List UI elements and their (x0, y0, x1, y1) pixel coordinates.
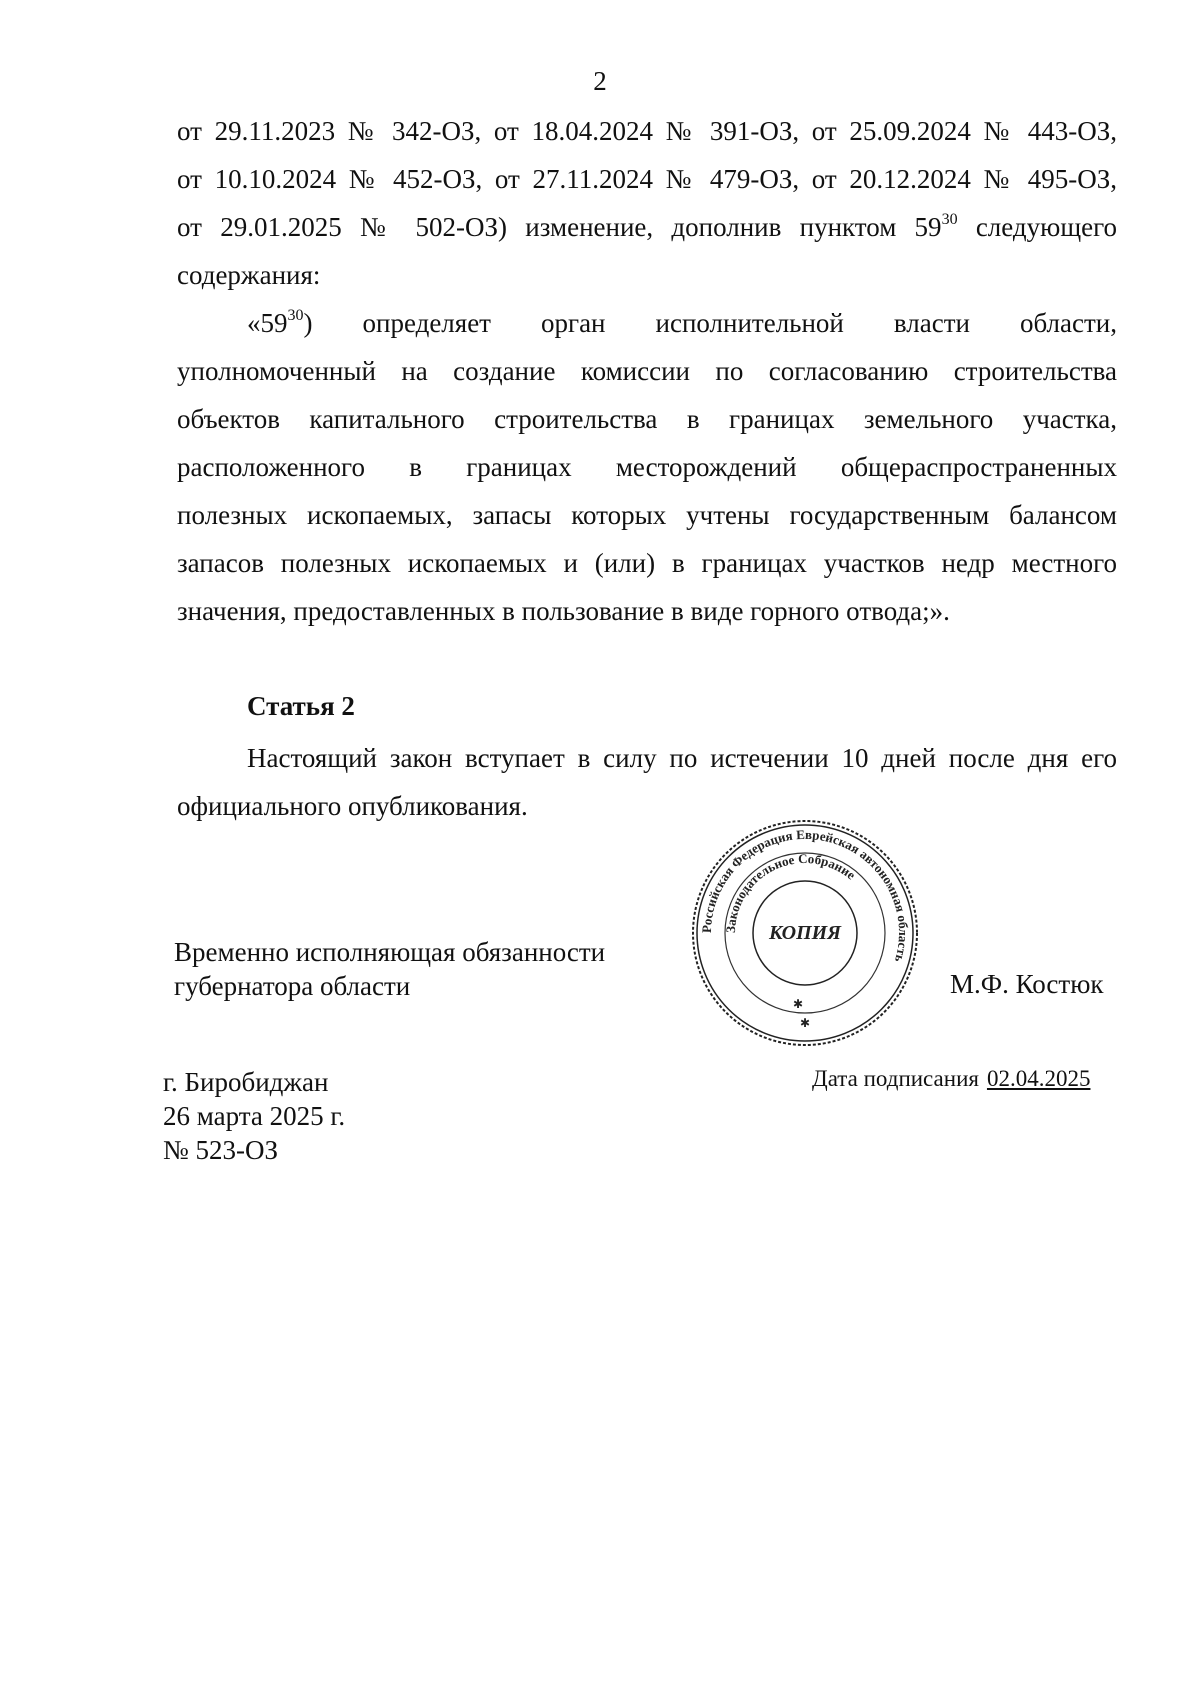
stamp-inner-text: Законодательное Собрание (722, 850, 859, 934)
line-text: от 29.01.2025 № 502-ОЗ) изменение, дополнив пунктом 59 (177, 212, 942, 242)
paragraph-line: запасов полезных ископаемых и (или) в границах участков недр местного (177, 548, 1117, 578)
place-date-number (163, 1065, 345, 1167)
stamp-graphic (690, 818, 920, 1048)
paragraph-line (177, 299, 1117, 347)
paragraph-line: Настоящий закон вступает в силу по истечении 10 дней после дня его (247, 743, 1117, 773)
signatory-name: М.Ф. Костюк (950, 969, 1104, 999)
role-line: губернатора области (174, 971, 411, 1001)
paragraph-line: от 10.10.2024 № 452-ОЗ, от 27.11.2024 № 479-ОЗ, от 20.12.2024 № 495-ОЗ, (177, 164, 1117, 194)
city: г. Биробиджан (163, 1067, 329, 1097)
paragraph-line: расположенного в границах месторождений общераспространенных (177, 452, 1117, 482)
article-heading: Статья 2 (247, 691, 355, 721)
signing-date-value: 02.04.2025 (986, 1066, 1091, 1091)
paragraph-amendment (177, 107, 1117, 299)
paragraph-line: значения, предоставленных в пользование в виде горного отвода;». (177, 596, 950, 626)
line-text: следующего (957, 212, 1117, 242)
law-number: № 523-ОЗ (163, 1135, 279, 1165)
paragraph-clause (177, 299, 1117, 635)
paragraph-article (177, 734, 1117, 830)
paragraph-line (177, 203, 1117, 251)
paragraph-line: уполномоченный на создание комиссии по согласованию строительства (177, 356, 1117, 386)
law-date: 26 марта 2025 г. (163, 1101, 346, 1131)
signatory-role (174, 935, 605, 1003)
line-text: «59 (247, 308, 288, 338)
star-icon: ✱ (792, 997, 804, 1011)
page-number: 2 (593, 66, 607, 96)
superscript: 30 (941, 211, 958, 228)
paragraph-line: объектов капитального строительства в границах земельного участка, (177, 404, 1117, 434)
paragraph-line: полезных ископаемых, запасы которых учтены государственным балансом (177, 500, 1117, 530)
superscript: 30 (287, 307, 304, 324)
paragraph-line: официального опубликования. (177, 791, 528, 821)
line-text: ) определяет орган исполнительной власти области, (303, 308, 1117, 338)
official-stamp (690, 818, 920, 1048)
paragraph-line: содержания: (177, 260, 321, 290)
role-line: Временно исполняющая обязанности (174, 937, 606, 967)
stamp-outer-text: Российская Федерация Еврейская автономная область (698, 826, 912, 964)
paragraph-line: от 29.11.2023 № 342-ОЗ, от 18.04.2024 № 391-ОЗ, от 25.09.2024 № 443-ОЗ, (177, 116, 1117, 146)
signing-date-label: Дата подписания (812, 1066, 979, 1091)
stamp-center-text: КОПИЯ (769, 922, 841, 944)
star-icon: ✱ (799, 1016, 811, 1030)
signing-date (812, 1066, 1090, 1092)
